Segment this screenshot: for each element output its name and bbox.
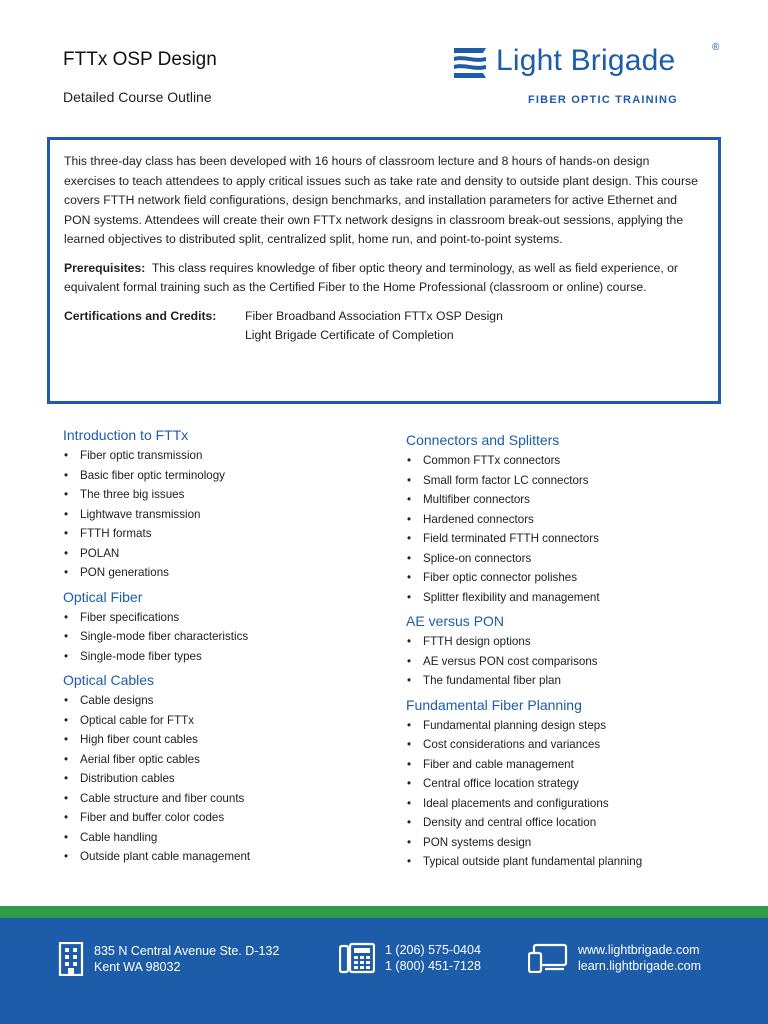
list-item: • The fundamental fiber plan [406, 671, 736, 691]
phone-link-1[interactable]: 1 (206) 575-0404 [385, 943, 481, 957]
list-item: • Cost considerations and variances [406, 735, 736, 755]
section-heading: Introduction to FTTx [63, 427, 189, 443]
certifications-values [245, 307, 503, 346]
course-summary-box [47, 137, 721, 404]
list-item: • Central office location strategy [406, 774, 736, 794]
prerequisites [64, 259, 704, 298]
list-item: • Fiber optic connector polishes [406, 568, 736, 588]
section-heading: Optical Cables [63, 672, 155, 688]
section-list [406, 632, 736, 691]
list-item: • Cable structure and fiber counts [63, 789, 383, 809]
course-description: This three-day class has been developed with 16 hours of classroom lecture and 8 hours of hands-on design exercises to teach attendees to apply critical issues such as take rate and density to outside plant design. This course covers FTTH network field configurations, design benchmarks, and installation parameters for active Ethernet and PON systems. Attendees will create their own FTTx network designs in classroom break-out sessions, applying the learned objectives to distributed split, centralized split, home run, and point-to-point systems. [64, 154, 698, 246]
logo-registered-mark: ® [712, 42, 720, 53]
list-item: • Basic fiber optic terminology [63, 466, 383, 486]
footer-web [528, 942, 701, 974]
footer-green-stripe [0, 906, 768, 918]
list-item: • FTTH design options [406, 632, 736, 652]
website-link-2[interactable]: learn.lightbrigade.com [578, 959, 701, 973]
list-item: • Cable designs [63, 691, 383, 711]
list-item: • FTTH formats [63, 524, 383, 544]
list-item: • PON systems design [406, 833, 736, 853]
outline-section [406, 430, 736, 607]
list-item: • Outside plant cable management [63, 847, 383, 867]
footer-address [58, 942, 279, 976]
logo-name: Light Brigade [496, 44, 676, 77]
list-item: • Common FTTx connectors [406, 451, 736, 471]
section-heading: Optical Fiber [63, 588, 143, 605]
page-subtitle: Detailed Course Outline [63, 89, 212, 105]
list-item: • Multifiber connectors [406, 490, 736, 510]
list-item: • Splice-on connectors [406, 549, 736, 569]
list-item: • Fiber optic transmission [63, 446, 383, 466]
contact-footer [0, 918, 768, 1024]
building-icon [58, 942, 84, 976]
devices-icon [528, 943, 568, 973]
section-list [63, 446, 383, 583]
list-item: • Typical outside plant fundamental planning [406, 852, 736, 872]
list-item: • Cable handling [63, 828, 383, 848]
section-heading: Connectors and Splitters [406, 432, 560, 448]
section-list [63, 608, 383, 667]
prerequisites-label: Prerequisites: [64, 260, 146, 275]
list-item: • Fiber specifications [63, 608, 383, 628]
list-item: • Aerial fiber optic cables [63, 750, 383, 770]
section-list [406, 716, 736, 872]
certification-item: Light Brigade Certificate of Completion [245, 328, 454, 342]
list-item: • Small form factor LC connectors [406, 471, 736, 491]
section-list [63, 691, 383, 867]
list-item: • Density and central office location [406, 813, 736, 833]
phone-icon [339, 942, 375, 974]
list-item: • Fiber and cable management [406, 755, 736, 775]
list-item: • Lightwave transmission [63, 505, 383, 525]
outline-section [63, 425, 383, 583]
list-item: • AE versus PON cost comparisons [406, 652, 736, 672]
list-item: • PON generations [63, 563, 383, 583]
list-item: • Ideal placements and configurations [406, 794, 736, 814]
list-item: • Fundamental planning design steps [406, 716, 736, 736]
outline-section [406, 695, 736, 872]
list-item: • The three big issues [63, 485, 383, 505]
logo-tagline: FIBER OPTIC TRAINING [528, 94, 678, 106]
list-item: • Field terminated FTTH connectors [406, 529, 736, 549]
section-heading: AE versus PON [406, 613, 505, 629]
outline-section [63, 587, 383, 667]
phone-link-2[interactable]: 1 (800) 451-7128 [385, 959, 481, 973]
list-item: • Single-mode fiber types [63, 647, 383, 667]
list-item: • Splitter flexibility and management [406, 588, 736, 608]
outline-right-column [406, 430, 736, 876]
certifications [64, 307, 704, 346]
brand-logo [450, 42, 730, 112]
certification-item: Fiber Broadband Association FTTx OSP Design [245, 308, 503, 323]
section-list [406, 451, 736, 607]
outline-left-column [63, 425, 383, 871]
footer-phone [339, 942, 481, 974]
certifications-label: Certifications and Credits: [64, 308, 217, 323]
list-item: • Fiber and buffer color codes [63, 808, 383, 828]
light-brigade-logo-icon [450, 44, 490, 82]
section-heading: Fundamental Fiber Planning [406, 696, 582, 713]
page-title: FTTx OSP Design [63, 49, 217, 70]
list-item: • POLAN [63, 544, 383, 564]
list-item: • High fiber count cables [63, 730, 383, 750]
list-item: • Single-mode fiber characteristics [63, 627, 383, 647]
website-link-1[interactable]: www.lightbrigade.com [578, 943, 700, 957]
outline-section [406, 611, 736, 691]
address-line-1: 835 N Central Avenue Ste. D-132 [94, 944, 280, 958]
address-line-2: Kent WA 98032 [94, 960, 181, 974]
list-item: • Hardened connectors [406, 510, 736, 530]
prerequisites-text: This class requires knowledge of fiber optic theory and terminology, as well as field experience, or equivalent formal training such as the Certified Fiber to the Home Professional (classroom or online) course. [64, 260, 678, 294]
outline-section [63, 670, 383, 867]
list-item: • Distribution cables [63, 769, 383, 789]
list-item: • Optical cable for FTTx [63, 711, 383, 731]
